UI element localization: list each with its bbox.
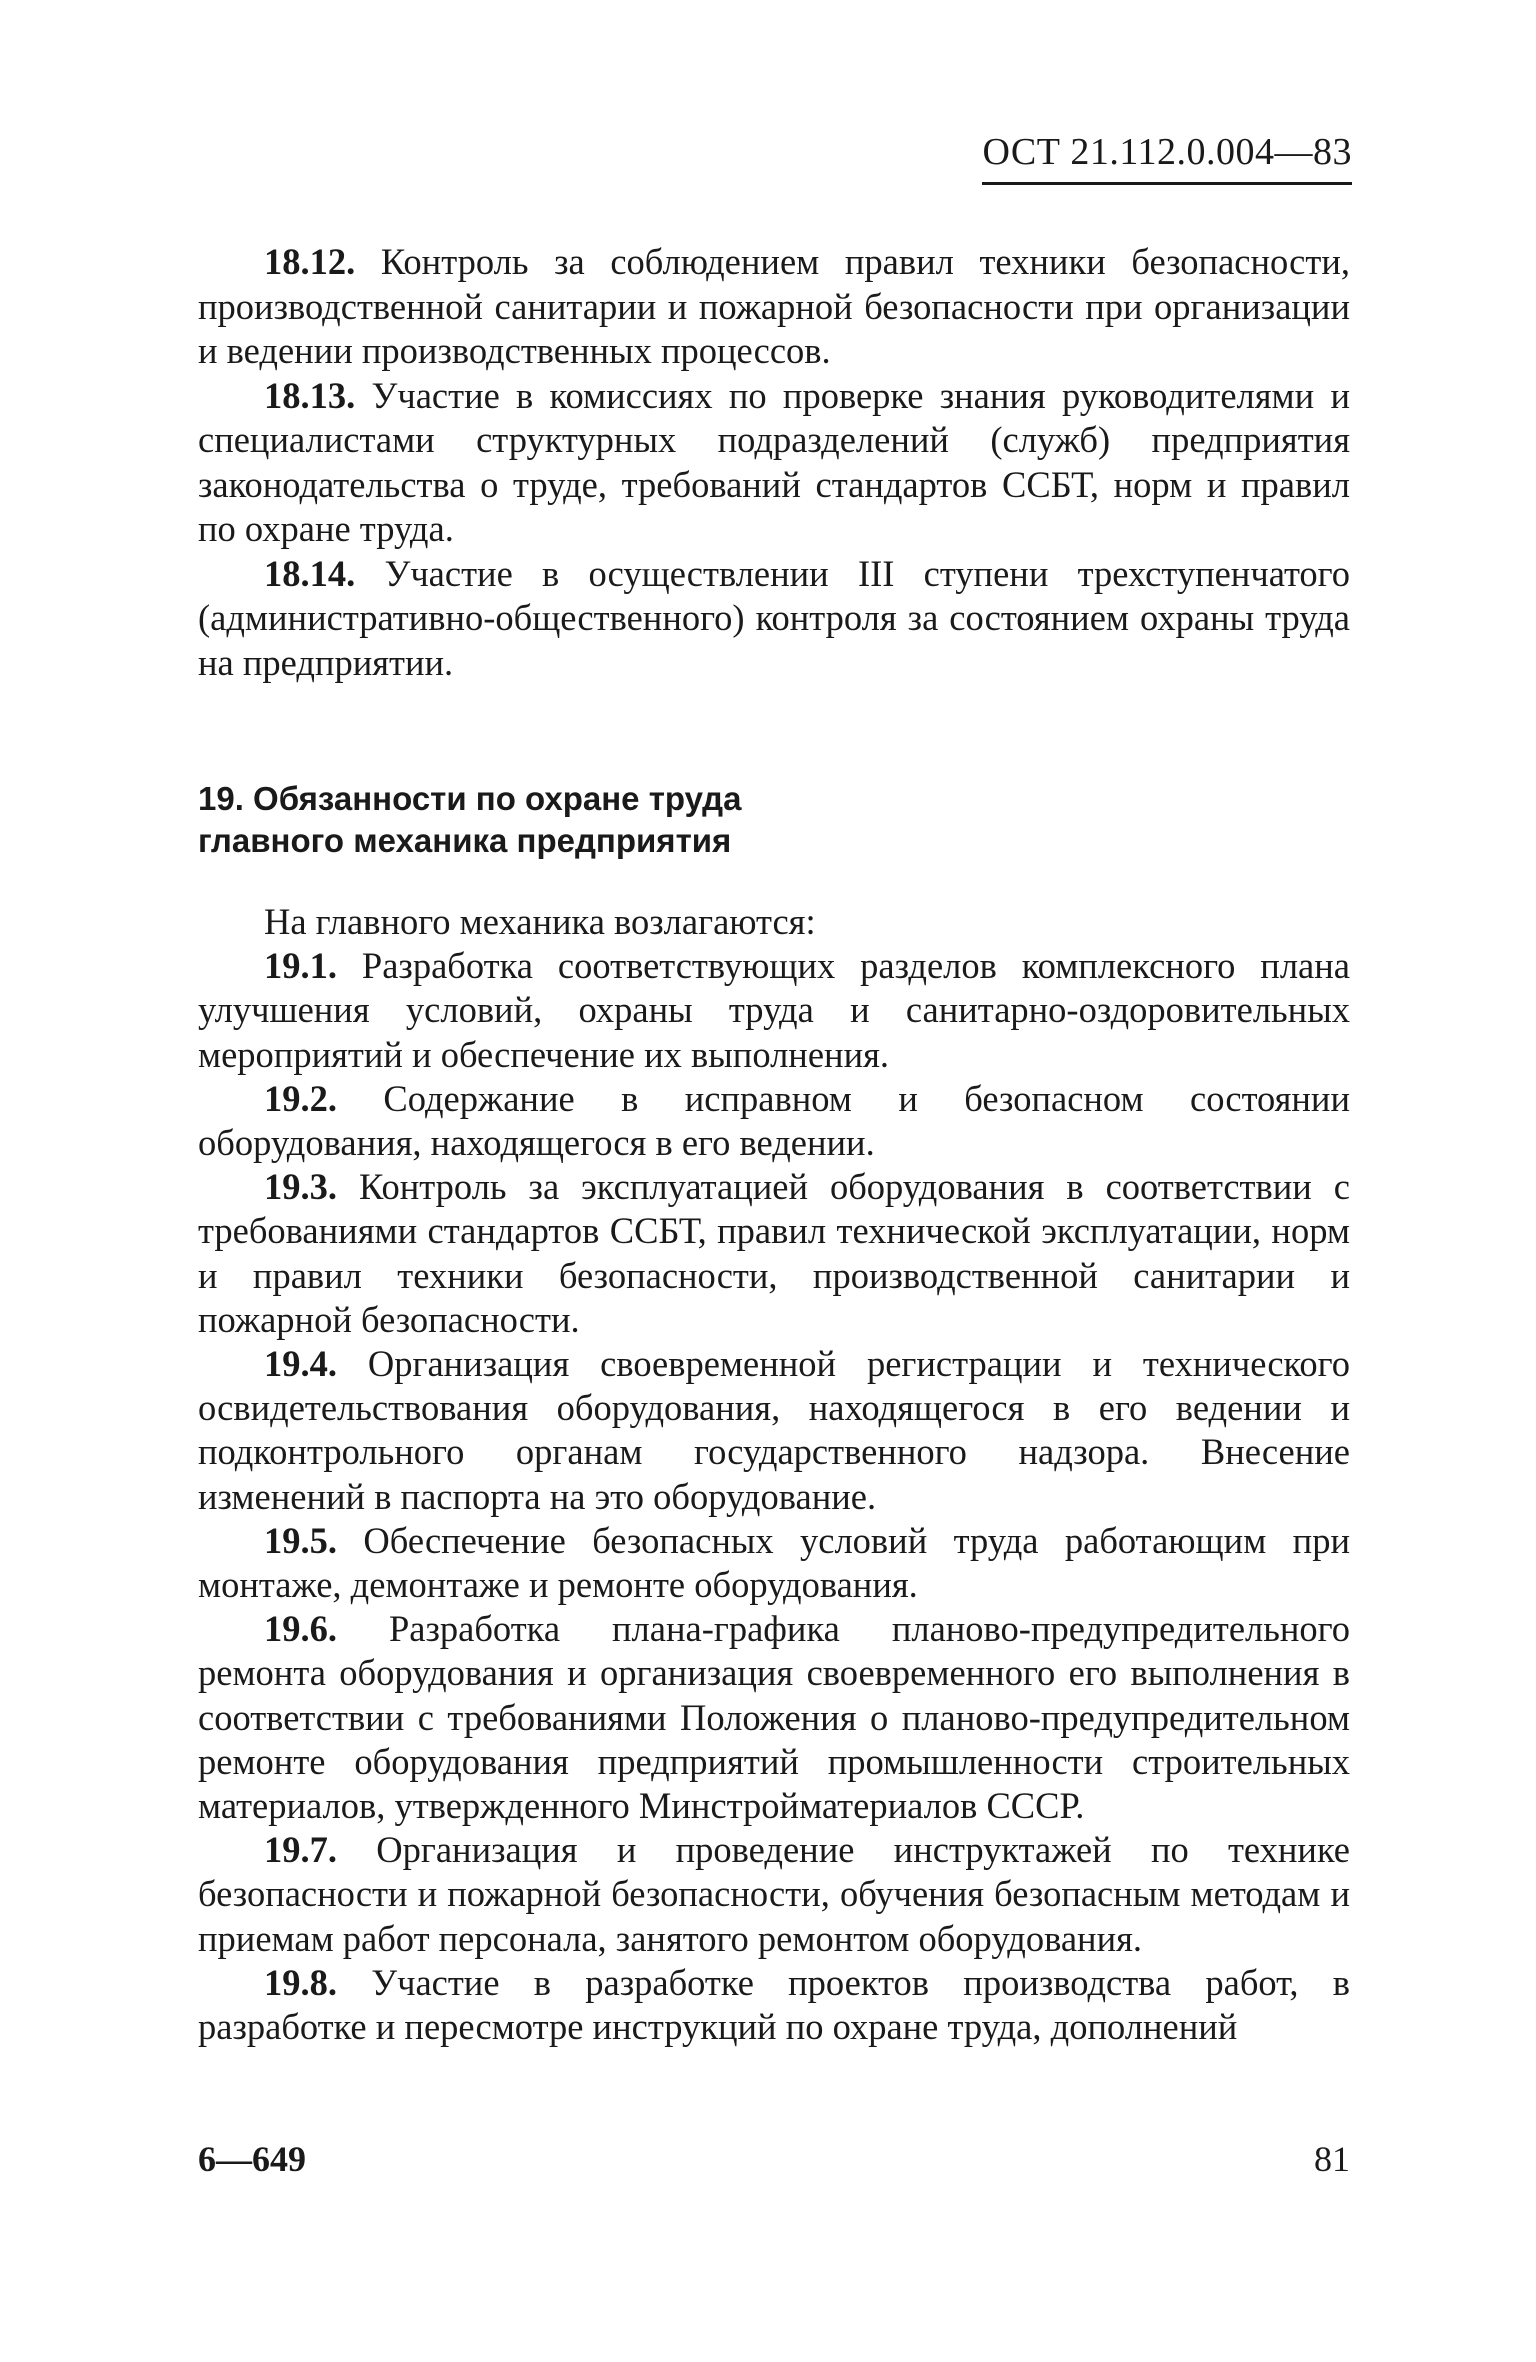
item-number: 18.12.: [264, 241, 356, 282]
item-18-14: [198, 552, 1350, 686]
section-title-line-2: главного механика предприятия: [198, 822, 732, 859]
item-number: 19.2.: [264, 1077, 337, 1119]
page-number: 81: [1314, 2139, 1350, 2179]
item-text: Участие в комиссиях по проверке знания руководителями и специалистами структурных подразделений (служб) предприятия законодательства о труде, требований стандартов ССБТ, норм и правил по охране труда.: [198, 374, 1350, 549]
item-19-1: [198, 944, 1350, 1077]
item-19-6: [198, 1607, 1350, 1828]
item-text: Разработка плана-графика планово-предупредительного ремонта оборудования и организация своевременного его выполнения в соответствии с требованиями Положения о планово-предупредительном ремонте оборудования предприятий промышленности строительных материалов, утвержденного Минстройматериалов СССР.: [198, 1608, 1350, 1827]
item-19-2: [198, 1077, 1350, 1165]
item-19-5: [198, 1519, 1350, 1607]
item-19-8: [198, 1961, 1350, 2049]
item-text: Контроль за эксплуатацией оборудования в соответствии с требованиями стандартов ССБТ, правил технической эксплуатации, норм и правил техники безопасности, производственной санитарии и пожарной безопасности.: [198, 1166, 1350, 1340]
item-number: 19.7.: [264, 1829, 337, 1871]
item-text: Организация и проведение инструктажей по технике безопасности и пожарной безопасности, обучения безопасным методам и приемам работ персонала, занятого ремонтом оборудования.: [198, 1829, 1350, 1959]
item-number: 19.8.: [264, 1961, 337, 2003]
item-19-4: [198, 1342, 1350, 1519]
item-text: Обеспечение безопасных условий труда работающим при монтаже, демонтаже и ремонте оборудования.: [198, 1519, 1350, 1606]
item-number: 18.14.: [264, 552, 356, 594]
footer-signature: 6—649: [198, 2139, 306, 2179]
item-text: Разработка соответствующих разделов комплексного плана улучшения условий, охраны труда и санитарно-оздоровительных мероприятий и обеспечение их выполнения.: [198, 945, 1350, 1075]
top-items-block: [198, 240, 1350, 685]
item-19-3: [198, 1165, 1350, 1342]
item-18-12: [198, 240, 1350, 374]
item-number: 19.6.: [264, 1608, 337, 1650]
item-text: Контроль за соблюдением правил техники безопасности, производственной санитарии и пожарной безопасности при организации и ведении производственных процессов.: [198, 241, 1350, 371]
item-number: 19.1.: [264, 945, 337, 987]
section-19-heading: [198, 778, 1350, 862]
item-text: Участие в осуществлении III ступени трехступенчатого (административно-общественного) контроля за состоянием охраны труда на предприятии.: [198, 552, 1350, 683]
item-number: 18.13.: [264, 374, 356, 416]
item-number: 19.3.: [264, 1166, 337, 1208]
item-number: 19.5.: [264, 1519, 337, 1561]
document-code-header: ОСТ 21.112.0.004—83: [982, 132, 1352, 185]
item-text: Организация своевременной регистрации и технического освидетельствования оборудования, находящегося в его ведении и подконтрольного органам государственного надзора. Внесение изменений в паспорта на это оборудование.: [198, 1343, 1350, 1517]
item-text: Участие в разработке проектов производства работ, в разработке и пересмотре инструкций по охране труда, дополнений: [198, 1961, 1350, 2048]
section-title-line-1: 19. Обязанности по охране труда: [198, 780, 742, 817]
item-18-13: [198, 374, 1350, 552]
section-19-body: [198, 900, 1350, 2049]
item-19-7: [198, 1828, 1350, 1961]
section-intro: На главного механика возлагаются:: [264, 901, 816, 942]
item-number: 19.4.: [264, 1343, 337, 1385]
item-text: Содержание в исправном и безопасном состоянии оборудования, находящегося в его ведении.: [198, 1077, 1350, 1164]
